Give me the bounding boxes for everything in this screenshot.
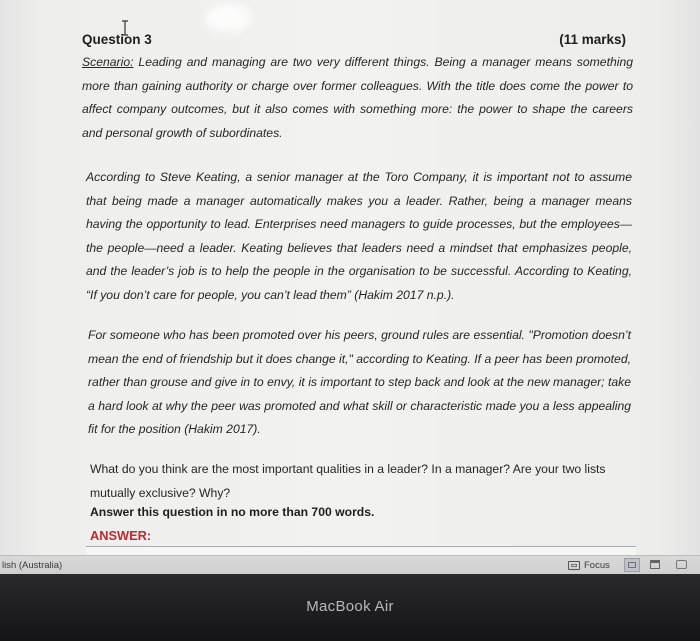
- device-brand: MacBook Air: [306, 598, 394, 615]
- word-limit-instruction: Answer this question in no more than 700 words.: [90, 505, 375, 519]
- read-mode-icon: [676, 560, 687, 569]
- web-layout-view-button[interactable]: [648, 558, 664, 572]
- question-heading: Question 3: [82, 32, 152, 47]
- read-mode-view-button[interactable]: [674, 558, 690, 572]
- language-indicator[interactable]: lish (Australia): [2, 560, 63, 571]
- question-prompt: What do you think are the most important qualities in a leader? In a manager? Are your two lists mutually exclusive? Why?: [90, 462, 606, 500]
- focus-icon: [568, 561, 580, 570]
- scenario-text: Leading and managing are two very different things. Being a manager means something more than gaining authority or charge over former colleagues. With the title does come the power to affect company outcomes, but it also comes with something more: the power to shape the careers and personal growth of subordinates.: [82, 55, 633, 140]
- scenario-label: Scenario:: [82, 55, 134, 69]
- focus-button[interactable]: [568, 558, 610, 572]
- print-layout-view-button[interactable]: [624, 558, 640, 572]
- answer-label: ANSWER:: [90, 528, 152, 543]
- keating-paragraph: According to Steve Keating, a senior manager at the Toro Company, it is important not to assume that being made a manager automatically makes you a leader. Rather, being a manager means having the opportunity to lead. Enterprises need managers to guide processes, but the employees—the people—need a leader. Keating believes that leaders need a mindset that emphasizes people, and the leader’s job is to help the people in the organisation to be successful. According to Keating, “If you don’t care for people, you can’t lead them” (Hakim 2017 n.p.).: [86, 170, 632, 302]
- print-layout-icon: [628, 562, 636, 568]
- laptop-bezel: [0, 574, 700, 641]
- web-layout-icon: [650, 560, 660, 569]
- focus-label: Focus: [584, 559, 610, 571]
- status-bar: [0, 555, 700, 574]
- scenario-paragraph: [82, 51, 633, 145]
- promotion-paragraph: For someone who has been promoted over his peers, ground rules are essential. "Promotion doesn’t mean the end of friendship but it does change it," according to Keating. If a peer has been promoted, rather than grouse and give in to envy, it is important to step back and look at the new manager; take a hard look at why the peer was promoted and what skill or characteristic made you a less appealing fit for the position (Hakim 2017).: [88, 328, 631, 437]
- question-marks: (11 marks): [559, 32, 626, 47]
